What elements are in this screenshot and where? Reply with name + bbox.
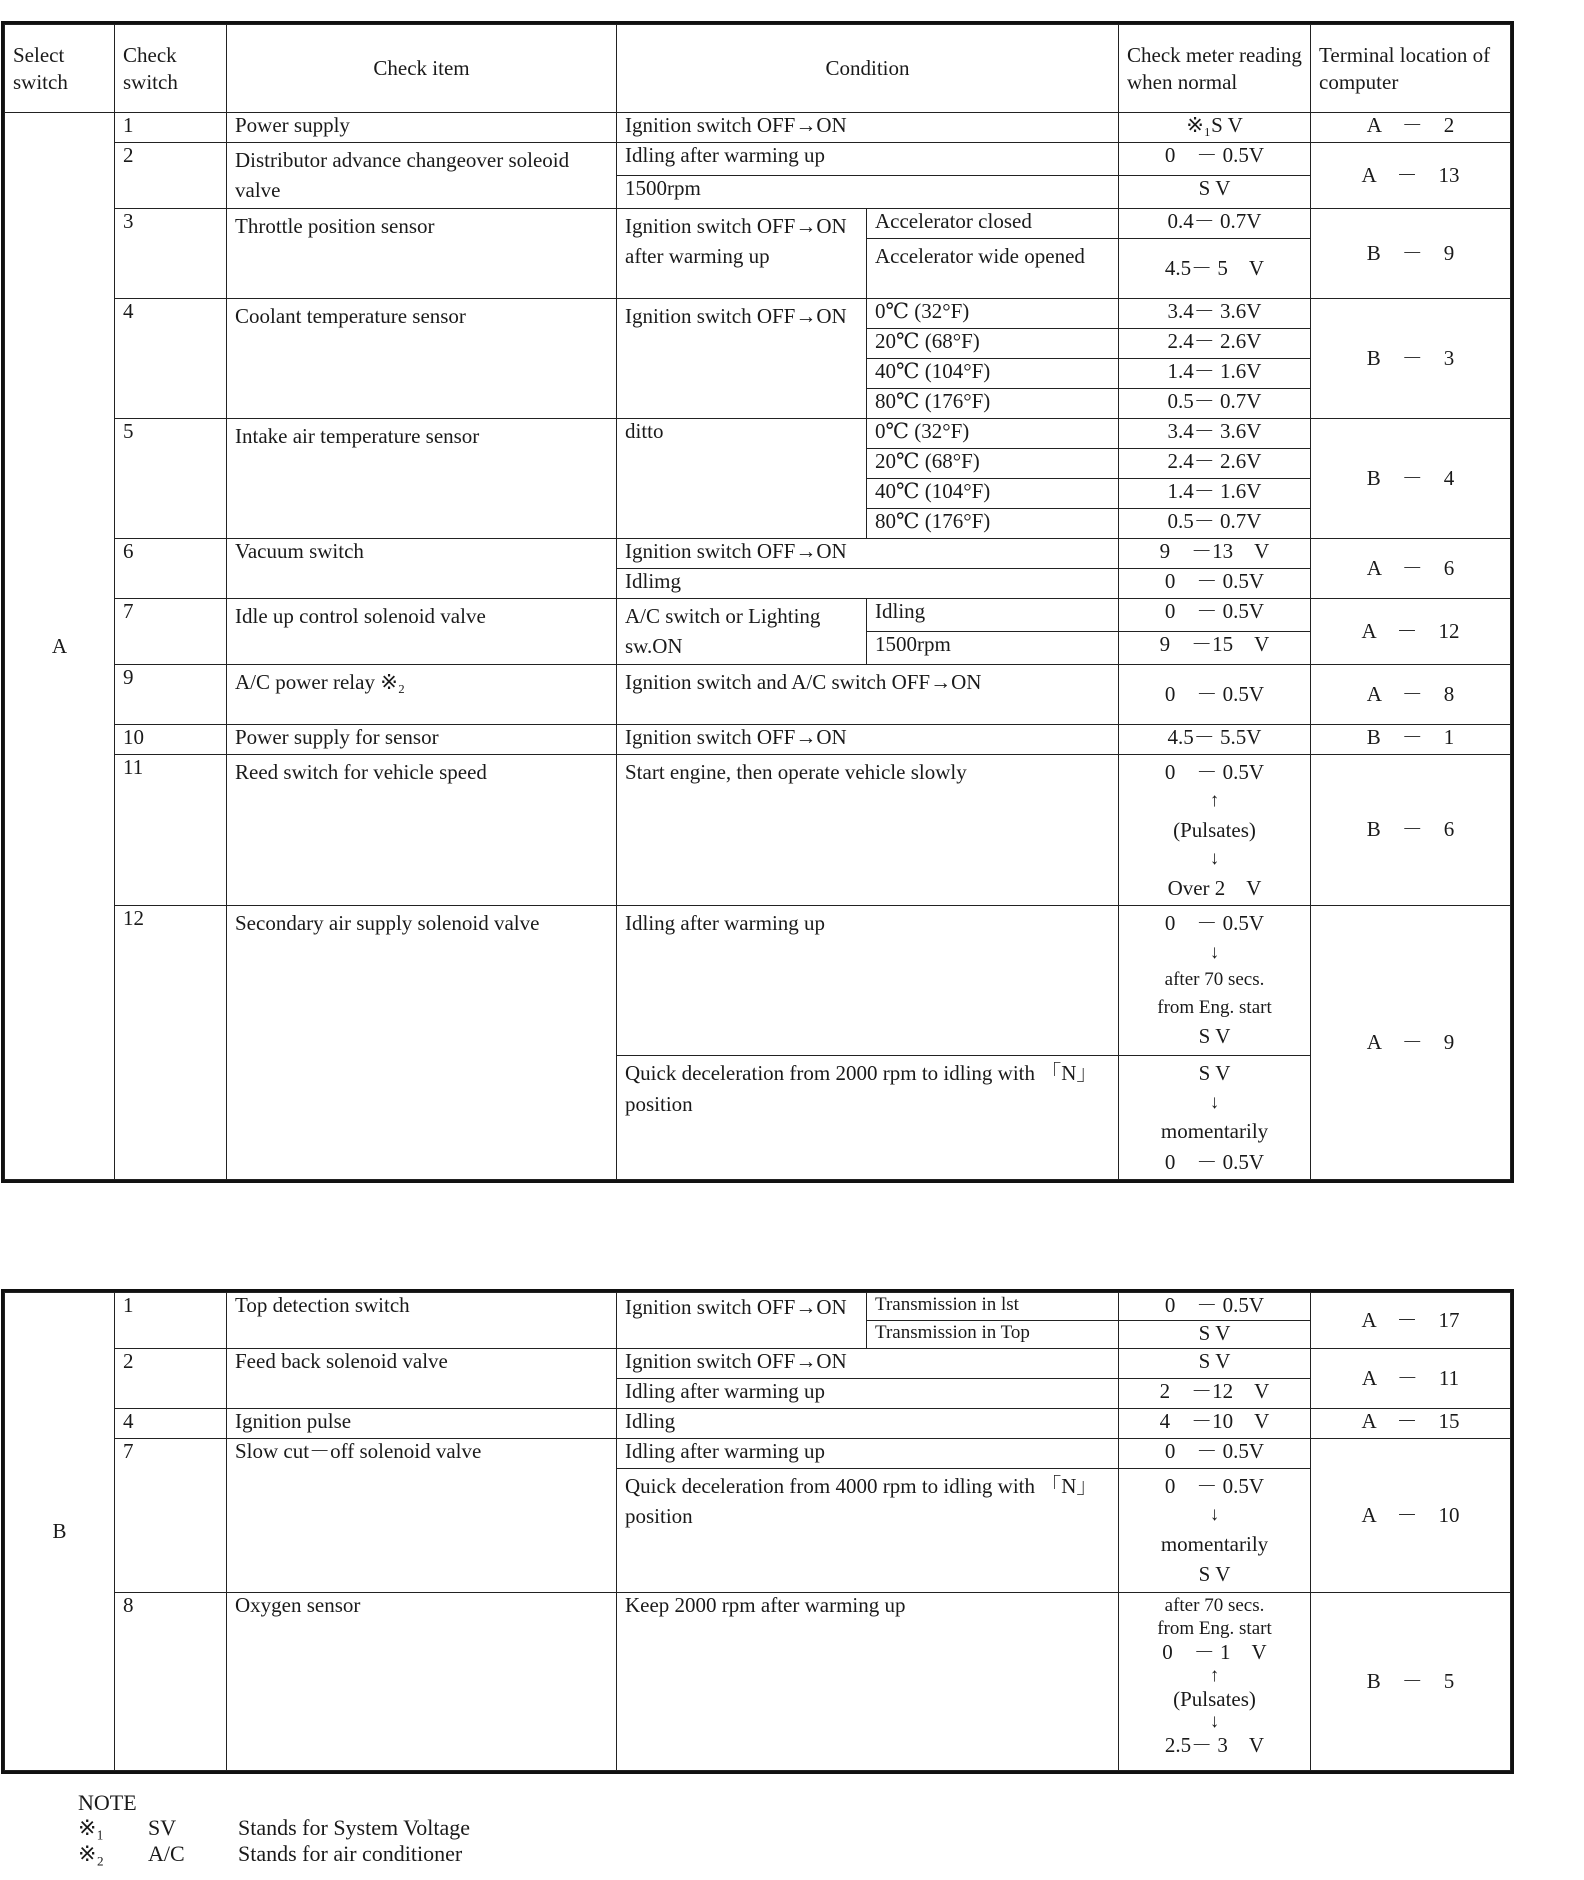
terminal-location: A － 6 xyxy=(1311,538,1511,598)
note-text: Stands for air conditioner xyxy=(238,1840,463,1866)
arrow-down-icon: ↓ xyxy=(1209,848,1220,870)
condition: ditto xyxy=(617,418,867,538)
meter-reading: 0.5－ 0.7V xyxy=(1119,388,1311,418)
meter-reading: 2.4－ 2.6V xyxy=(1119,328,1311,358)
condition-sub: Idling xyxy=(867,598,1119,631)
note-abbreviation: SV xyxy=(148,1815,177,1841)
table-row xyxy=(5,1409,1511,1439)
check-item: A/C power relay ※₂ xyxy=(227,664,617,724)
check-item: Reed switch for vehicle speed xyxy=(227,754,617,905)
meter-reading: 0.4－ 0.7V xyxy=(1119,208,1311,238)
terminal-location: A － 13 xyxy=(1311,143,1511,209)
meter-line: S V xyxy=(1198,1024,1231,1049)
condition-sub: 0℃ (32°F) xyxy=(867,298,1119,328)
footnote xyxy=(78,1790,470,1866)
table-row xyxy=(5,1592,1511,1770)
terminal-location: A － 2 xyxy=(1311,113,1511,143)
condition-sub: 1500rpm xyxy=(867,631,1119,664)
terminal-location: B － 6 xyxy=(1311,754,1511,905)
terminal-location: A － 17 xyxy=(1311,1293,1511,1349)
meter-reading: 1.4－ 1.6V xyxy=(1119,478,1311,508)
meter-reading: 3.4－ 3.6V xyxy=(1119,418,1311,448)
meter-line: S V xyxy=(1198,1061,1231,1086)
note-item xyxy=(78,1815,470,1840)
condition: Idling after warming up xyxy=(617,1379,1119,1409)
check-switch-number: 7 xyxy=(115,598,227,664)
header-meter-reading: Check meter reading when normal xyxy=(1119,25,1311,113)
condition-sub: 80℃ (176°F) xyxy=(867,508,1119,538)
table-row xyxy=(5,1439,1511,1469)
terminal-location: A － 10 xyxy=(1311,1439,1511,1593)
check-switch-number: 5 xyxy=(115,418,227,538)
check-switch-number: 1 xyxy=(115,1293,227,1349)
check-table-select-b xyxy=(4,1292,1511,1771)
condition: Idling after warming up xyxy=(617,906,1119,1056)
table-row xyxy=(5,538,1511,568)
table-row xyxy=(5,1293,1511,1321)
meter-reading: 0 － 0.5V xyxy=(1119,598,1311,631)
meter-line: (Pulsates) xyxy=(1173,817,1256,842)
header-condition: Condition xyxy=(617,25,1119,113)
select-switch-a: A xyxy=(5,113,115,1180)
check-item: Oxygen sensor xyxy=(227,1592,617,1770)
condition: Idling after warming up xyxy=(617,1439,1119,1469)
check-switch-number: 11 xyxy=(115,754,227,905)
condition: Idlimg xyxy=(617,568,1119,598)
meter-line: (Pulsates) xyxy=(1173,1686,1256,1711)
meter-line: after 70 secs. xyxy=(1164,969,1265,991)
meter-reading: 9 －13 V xyxy=(1119,538,1311,568)
select-switch-b: B xyxy=(5,1293,115,1771)
terminal-location: A － 8 xyxy=(1311,664,1511,724)
meter-reading: 4 －10 V xyxy=(1119,1409,1311,1439)
check-switch-number: 7 xyxy=(115,1439,227,1593)
table-row xyxy=(5,113,1511,143)
table-row xyxy=(5,143,1511,176)
terminal-location: B － 5 xyxy=(1311,1592,1511,1770)
meter-reading: 0 － 0.5V xyxy=(1119,664,1311,724)
check-item: Power supply for sensor xyxy=(227,724,617,754)
condition-sub: 40℃ (104°F) xyxy=(867,358,1119,388)
meter-reading: 2.4－ 2.6V xyxy=(1119,448,1311,478)
table-row xyxy=(5,754,1511,905)
note-mark: ※₂ xyxy=(78,1840,105,1866)
terminal-location: A － 15 xyxy=(1311,1409,1511,1439)
table-row xyxy=(5,906,1511,1056)
meter-reading: ※₁S V xyxy=(1119,113,1311,143)
condition: Idling xyxy=(617,1409,1119,1439)
meter-reading: 0.5－ 0.7V xyxy=(1119,508,1311,538)
check-item: Secondary air supply solenoid valve xyxy=(227,906,617,1180)
meter-reading: S V xyxy=(1119,1321,1311,1349)
table-row xyxy=(5,1349,1511,1379)
meter-reading: 4.5－ 5.5V xyxy=(1119,724,1311,754)
condition: Ignition switch OFF→ON xyxy=(617,1293,867,1349)
meter-line: 2.5－ 3 V xyxy=(1164,1732,1265,1757)
condition-sub: Accelerator closed xyxy=(867,208,1119,238)
terminal-location: A － 9 xyxy=(1311,906,1511,1180)
terminal-location: B － 3 xyxy=(1311,298,1511,418)
meter-line: from Eng. start xyxy=(1157,1617,1272,1639)
table-row xyxy=(5,418,1511,448)
meter-line: momentarily xyxy=(1160,1119,1269,1144)
terminal-location: B － 4 xyxy=(1311,418,1511,538)
meter-line: S V xyxy=(1198,1562,1231,1587)
condition: A/C switch or Lighting sw.ON xyxy=(617,598,867,664)
table-row xyxy=(5,298,1511,328)
condition: Ignition switch OFF→ON xyxy=(617,113,1119,143)
table-row xyxy=(5,598,1511,631)
header-check-item: Check item xyxy=(227,25,617,113)
condition: Ignition switch OFF→ON xyxy=(617,724,1119,754)
condition: 1500rpm xyxy=(617,175,1119,208)
check-switch-number: 8 xyxy=(115,1592,227,1770)
header-terminal-location: Terminal location of computer xyxy=(1311,25,1511,113)
check-switch-number: 2 xyxy=(115,1349,227,1409)
arrow-down-icon: ↓ xyxy=(1209,1091,1220,1113)
meter-reading xyxy=(1119,754,1311,905)
arrow-down-icon: ↓ xyxy=(1209,941,1220,963)
meter-reading: 9 －15 V xyxy=(1119,631,1311,664)
meter-reading: S V xyxy=(1119,1349,1311,1379)
condition-sub: 20℃ (68°F) xyxy=(867,448,1119,478)
check-item: Distributor advance changeover soleoid valve xyxy=(227,143,617,209)
condition-sub: 20℃ (68°F) xyxy=(867,328,1119,358)
meter-reading: 4.5－ 5 V xyxy=(1119,238,1311,298)
meter-reading xyxy=(1119,906,1311,1056)
terminal-location: A － 12 xyxy=(1311,598,1511,664)
meter-line: after 70 secs. xyxy=(1164,1594,1265,1616)
check-item: Throttle position sensor xyxy=(227,208,617,298)
meter-reading: 0 － 0.5V xyxy=(1119,568,1311,598)
meter-line: 0 － 0.5V xyxy=(1164,911,1265,936)
meter-reading xyxy=(1119,1056,1311,1180)
condition: Ignition switch and A/C switch OFF→ON xyxy=(617,664,1119,724)
condition: Ignition switch OFF→ON xyxy=(617,538,1119,568)
condition: Quick deceleration from 4000 rpm to idling with 「N」 position xyxy=(617,1469,1119,1593)
condition-sub: 80℃ (176°F) xyxy=(867,388,1119,418)
meter-line: 0 － 0.5V xyxy=(1164,1474,1265,1498)
meter-line: 0 － 0.5V xyxy=(1164,759,1265,784)
meter-reading: S V xyxy=(1119,175,1311,208)
condition: Ignition switch OFF→ON xyxy=(617,1349,1119,1379)
condition: Ignition switch OFF→ON after warming up xyxy=(617,208,867,298)
check-switch-number: 12 xyxy=(115,906,227,1180)
check-switch-number: 4 xyxy=(115,298,227,418)
check-switch-number: 2 xyxy=(115,143,227,209)
arrow-down-icon: ↓ xyxy=(1209,1710,1220,1732)
terminal-location: B － 9 xyxy=(1311,208,1511,298)
meter-line: momentarily xyxy=(1160,1531,1269,1556)
meter-reading: 2 －12 V xyxy=(1119,1379,1311,1409)
condition-sub: Transmission in Top xyxy=(867,1321,1119,1349)
check-switch-number: 10 xyxy=(115,724,227,754)
check-table-select-a xyxy=(4,24,1511,1180)
meter-reading xyxy=(1119,1592,1311,1770)
note-mark: ※₁ xyxy=(78,1815,105,1841)
terminal-location: B － 1 xyxy=(1311,724,1511,754)
header-check-switch: Check switch xyxy=(115,25,227,113)
table-row xyxy=(5,664,1511,724)
meter-reading: 0 － 0.5V xyxy=(1119,143,1311,176)
condition-sub: Accelerator wide opened xyxy=(867,238,1119,298)
condition: Ignition switch OFF→ON xyxy=(617,298,867,418)
condition: Quick deceleration from 2000 rpm to idling with 「N」 position xyxy=(617,1056,1119,1180)
condition-sub: 0℃ (32°F) xyxy=(867,418,1119,448)
check-switch-number: 3 xyxy=(115,208,227,298)
check-item: Intake air temperature sensor xyxy=(227,418,617,538)
table-header-row xyxy=(5,25,1511,113)
header-select-switch: Select switch xyxy=(5,25,115,113)
arrow-up-icon: ↑ xyxy=(1209,790,1220,812)
terminal-location: A － 11 xyxy=(1311,1349,1511,1409)
check-item: Power supply xyxy=(227,113,617,143)
arrow-down-icon: ↓ xyxy=(1209,1504,1220,1526)
condition-sub: Transmission in lst xyxy=(867,1293,1119,1321)
check-switch-number: 9 xyxy=(115,664,227,724)
meter-reading: 0 － 0.5V xyxy=(1119,1293,1311,1321)
check-switch-number: 4 xyxy=(115,1409,227,1439)
meter-line: 0 － 0.5V xyxy=(1164,1149,1265,1174)
arrow-up-icon: ↑ xyxy=(1209,1664,1220,1686)
table-row xyxy=(5,208,1511,238)
note-abbreviation: A/C xyxy=(148,1840,185,1866)
meter-line: Over 2 V xyxy=(1167,875,1262,900)
table-row xyxy=(5,724,1511,754)
check-item: Coolant temperature sensor xyxy=(227,298,617,418)
condition: Idling after warming up xyxy=(617,143,1119,176)
condition-sub: 40℃ (104°F) xyxy=(867,478,1119,508)
meter-reading: 1.4－ 1.6V xyxy=(1119,358,1311,388)
condition: Start engine, then operate vehicle slowly xyxy=(617,754,1119,905)
check-item: Ignition pulse xyxy=(227,1409,617,1439)
meter-reading: 3.4－ 3.6V xyxy=(1119,298,1311,328)
check-item: Slow cut－off solenoid valve xyxy=(227,1439,617,1593)
check-switch-number: 6 xyxy=(115,538,227,598)
note-item xyxy=(78,1841,470,1866)
check-item: Idle up control solenoid valve xyxy=(227,598,617,664)
meter-reading: 0 － 0.5V xyxy=(1119,1439,1311,1469)
check-item: Top detection switch xyxy=(227,1293,617,1349)
note-title: NOTE xyxy=(78,1790,137,1815)
check-item: Vacuum switch xyxy=(227,538,617,598)
note-text: Stands for System Voltage xyxy=(238,1815,471,1841)
meter-line: from Eng. start xyxy=(1157,996,1272,1018)
meter-reading xyxy=(1119,1469,1311,1593)
check-item: Feed back solenoid valve xyxy=(227,1349,617,1409)
check-switch-number: 1 xyxy=(115,113,227,143)
meter-line: 0 － 1 V xyxy=(1162,1640,1267,1665)
condition: Keep 2000 rpm after warming up xyxy=(617,1592,1119,1770)
